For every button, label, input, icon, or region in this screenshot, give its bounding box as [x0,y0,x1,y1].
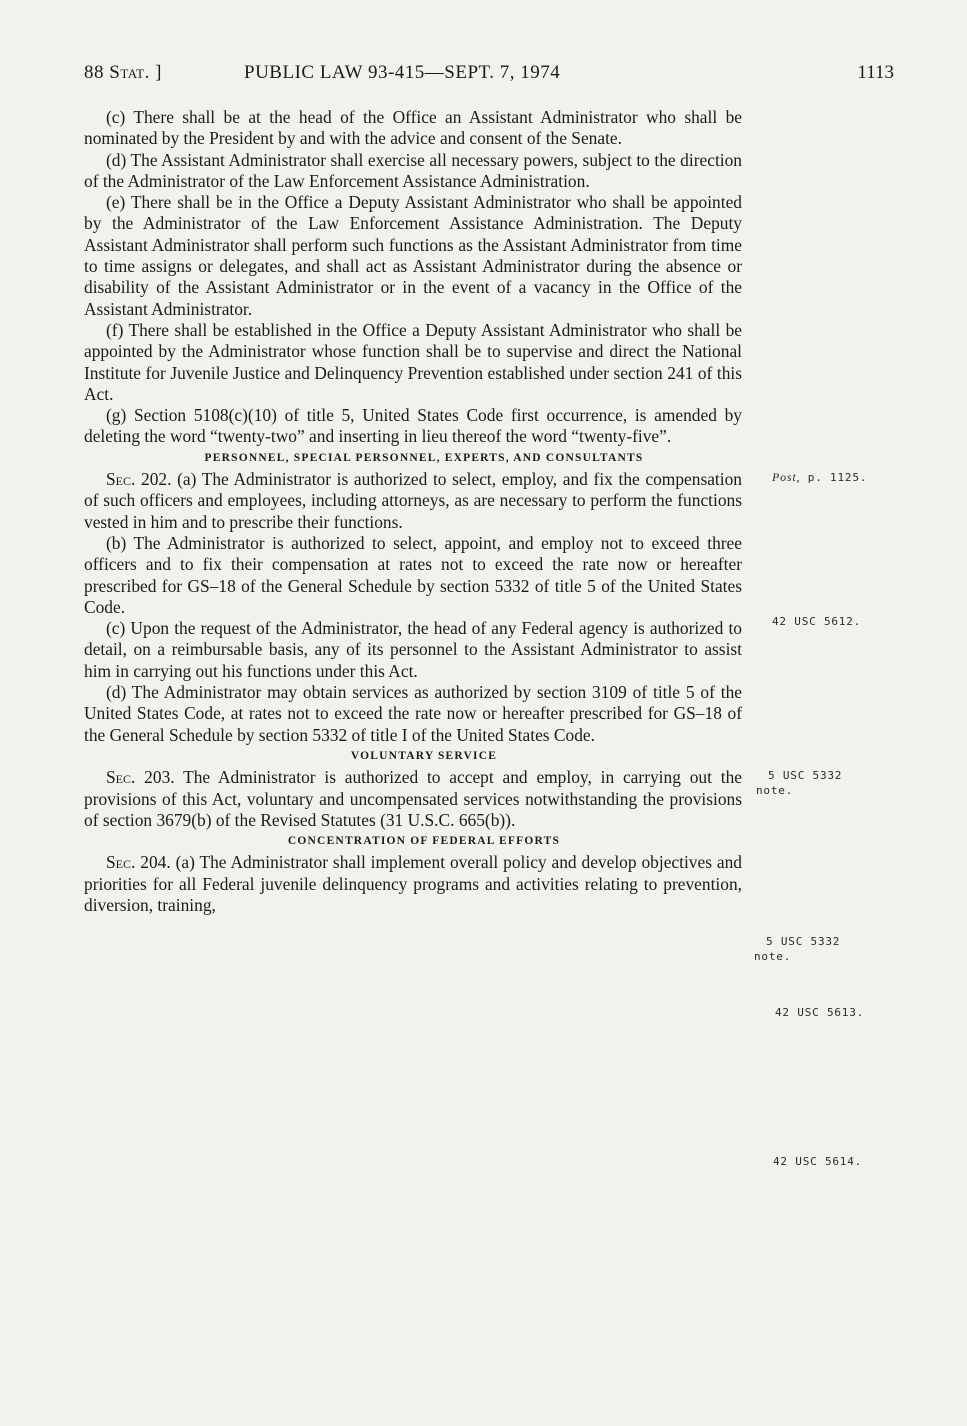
section-label: Sec. [106,767,136,788]
section-202-a [84,469,742,533]
paragraph-d: (d) The Assistant Administrator shall exercise all necessary powers, subject to the direction of the Administrator of the Law Enforcement Assistance Administration. [84,149,742,191]
page-header [84,62,894,86]
margin-note-post-page: p. 1125. [807,471,868,484]
margin-note-5-usc-5332-a [756,768,843,798]
header-volume: 88 Stat. ] [84,62,162,83]
section-202-a-text: 202. (a) The Administrator is authorized to select, employ, and fix the compensation of such officers and employees, including attorneys, as are necessary to perform the functions vested in him and to prescribe their functions. [84,469,742,532]
section-202-c: (c) Upon the request of the Administrator, the head of any Federal agency is authorized to detail, on a reimbursable basis, any of its personnel to the Assistant Administrator to assist him in carrying out his functions under this Act. [84,618,742,681]
paragraph-f: (f) There shall be established in the Office a Deputy Assistant Administrator who shall be appointed by the Administrator whose function shall be to supervise and direct the National Institute for Juvenile Justice and Delinquency Prevention established under section 241 of this Act. [84,319,742,404]
heading-personnel: PERSONNEL, SPECIAL PERSONNEL, EXPERTS, AND CONSULTANTS [204,451,644,464]
margin-note-line: 5 USC 5332 [766,935,841,948]
document-body [84,107,742,916]
paragraph-g: (g) Section 5108(c)(10) of title 5, United States Code first occurrence, is amended by deleting the word “twenty-two” and inserting in lieu thereof the word “twenty-five”. [84,405,742,447]
heading-concentration: CONCENTRATION OF FEDERAL EFFORTS [287,835,561,848]
section-204-a-text: 204. (a) The Administrator shall implement overall policy and develop objectives and priorities for all Federal juvenile delinquency programs and activities relating to prevention, diversion, training, [84,852,742,915]
heading-voluntary: VOLUNTARY SERVICE [350,749,498,762]
section-203-text: 203. The Administrator is authorized to accept and employ, in carrying out the provisions of this Act, voluntary and uncompensated services notwithstanding the provisions of section 3679(b) of the Revised Statutes (31 U.S.C. 665(b)). [84,767,742,830]
section-label: Sec. [106,469,136,490]
header-title: PUBLIC LAW 93-415—SEPT. 7, 1974 [244,62,561,83]
paragraph-e: (e) There shall be in the Office a Deputy Assistant Administrator who shall be appointed by the Administrator of the Law Enforcement Assistance Administration. The Deputy Assistant Administrator shall perform such functions as the Assistant Administrator from time to time assigns or delegates, and shall act as Assistant Administrator during the absence or disability of the Assistant Administrator or in the event of a vacancy in the Office of the Assistant Administrator. [84,192,742,319]
margin-note-post-italic: Post, [772,470,801,484]
section-203 [84,767,742,831]
paragraph-c: (c) There shall be at the head of the Office an Assistant Administrator who shall be nominated by the President by and with the advice and consent of the Senate. [84,107,742,149]
margin-note-42-usc-5614: 42 USC 5614. [773,1155,863,1168]
margin-note-line: note. [756,784,794,797]
section-202-d: (d) The Administrator may obtain services as authorized by section 3109 of title 5 of the United States Code, at rates not to exceed the rate now or hereafter prescribed for GS–18 of the General Schedule by section 5332 of title I of the United States Code. [84,682,742,745]
margin-note-5-usc-5332-b [754,934,841,964]
header-page-number: 1113 [857,62,894,83]
margin-note-42-usc-5612: 42 USC 5612. [772,615,862,628]
section-204-a [84,852,742,916]
margin-note-line: 5 USC 5332 [768,769,843,782]
margin-note-42-usc-5613: 42 USC 5613. [775,1006,865,1019]
margin-note-line: note. [754,950,792,963]
margin-note-post [772,470,867,485]
section-202-b: (b) The Administrator is authorized to select, appoint, and employ not to exceed three officers and to fix their compensation at rates not to exceed the rate now or hereafter prescribed for GS–18 of the General Schedule by section 5332 of title 5 of the United States Code. [84,532,742,617]
section-label: Sec. [106,852,136,873]
